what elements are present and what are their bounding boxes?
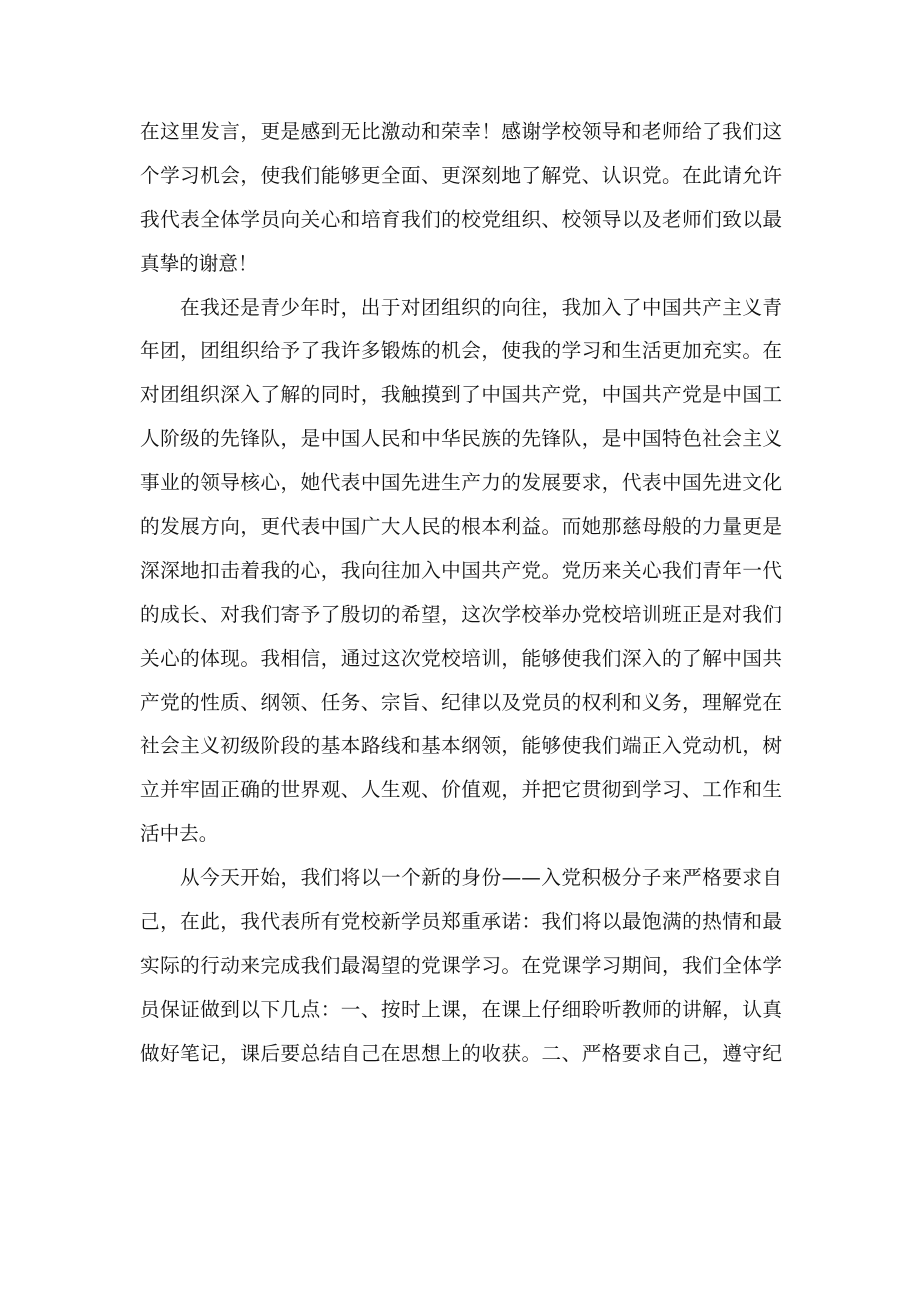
text-line: 立并牢固正确的世界观、人生观、价值观，并把它贯彻到学习、工作和生 — [140, 778, 782, 802]
paragraph-2 — [140, 286, 782, 857]
text-line: 关心的体现。我相信，通过这次党校培训，能够使我们深入的了解中国共 — [140, 646, 782, 670]
body-text — [140, 110, 782, 1076]
text-line: 己，在此，我代表所有党校新学员郑重承诺：我们将以最饱满的热情和最 — [140, 910, 782, 934]
text-line: 的成长、对我们寄予了殷切的希望，这次学校举办党校培训班正是对我们 — [140, 602, 782, 626]
text-line: 我代表全体学员向关心和培育我们的校党组织、校领导以及老师们致以最 — [140, 207, 782, 231]
text-line: 对团组织深入了解的同时，我触摸到了中国共产党，中国共产党是中国工 — [140, 383, 782, 407]
text-line: 深深地扣击着我的心，我向往加入中国共产党。党历来关心我们青年一代 — [140, 558, 782, 582]
text-line: 产党的性质、纲领、任务、宗旨、纪律以及党员的权利和义务，理解党在 — [140, 690, 782, 714]
text-line: 员保证做到以下几点：一、按时上课，在课上仔细聆听教师的讲解，认真 — [140, 997, 782, 1021]
text-line: 做好笔记，课后要总结自己在思想上的收获。二、严格要求自己，遵守纪 — [140, 1041, 782, 1065]
text-line: 在我还是青少年时，出于对团组织的向往，我加入了中国共产主义青 — [180, 295, 782, 319]
text-line: 从今天开始，我们将以一个新的身份——入党积极分子来严格要求自 — [180, 866, 782, 890]
text-line: 在这里发言，更是感到无比激动和荣幸！感谢学校领导和老师给了我们这 — [140, 120, 782, 143]
text-line: 真挚的谢意！ — [140, 251, 258, 275]
text-line: 个学习机会，使我们能够更全面、更深刻地了解党、认识党。在此请允许 — [140, 163, 782, 187]
text-line: 活中去。 — [140, 822, 219, 846]
text-line: 事业的领导核心，她代表中国先进生产力的发展要求，代表中国先进文化 — [140, 471, 782, 495]
text-line: 年团，团组织给予了我许多锻炼的机会，使我的学习和生活更加充实。在 — [140, 339, 782, 363]
paragraph-3 — [140, 856, 782, 1075]
paragraph-1 — [140, 110, 782, 286]
text-line: 的发展方向，更代表中国广大人民的根本利益。而她那慈母般的力量更是 — [140, 515, 782, 539]
text-line: 实际的行动来完成我们最渴望的党课学习。在党课学习期间，我们全体学 — [140, 953, 782, 977]
text-line: 人阶级的先锋队，是中国人民和中华民族的先锋队，是中国特色社会主义 — [140, 427, 782, 451]
text-line: 社会主义初级阶段的基本路线和基本纲领，能够使我们端正入党动机，树 — [140, 734, 782, 758]
